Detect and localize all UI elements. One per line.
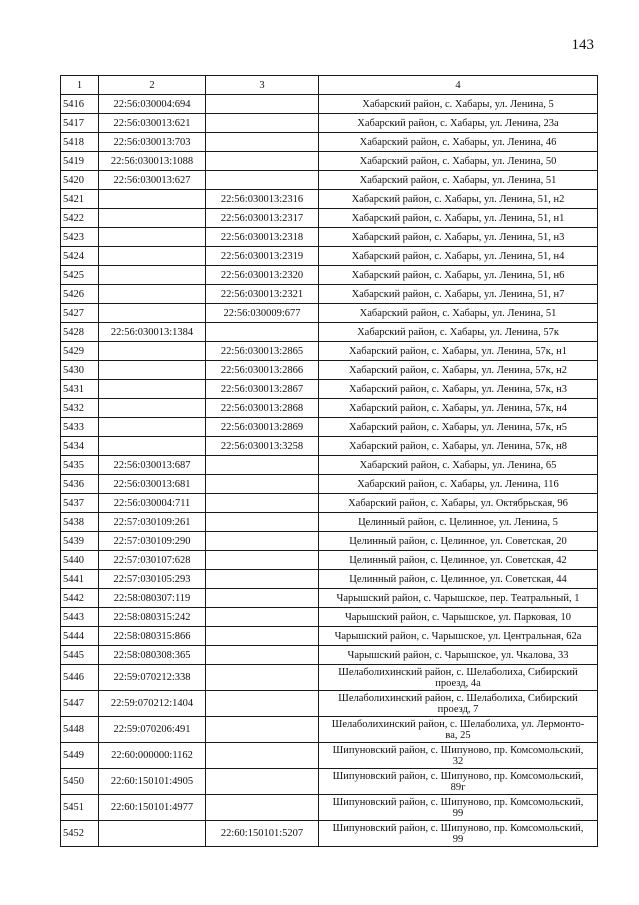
address-line: Хабарский район, с. Хабары, ул. Ленина, 5 [362, 98, 554, 110]
address-line: Хабарский район, с. Хабары, ул. Октябрьская, 96 [348, 497, 568, 509]
cadastral-number-alt-cell [206, 627, 319, 646]
table-row [61, 665, 598, 691]
table-row [61, 608, 598, 627]
address-line: Шипуновский район, с. Шипуново, пр. Комсомольский, [332, 822, 584, 834]
address-line: Чарышский район, с. Чарышское, ул. Парковая, 10 [344, 611, 572, 623]
address-line: Хабарский район, с. Хабары, ул. Ленина, 51, н1 [351, 212, 565, 224]
table-row [61, 691, 598, 717]
address-cell [319, 304, 598, 323]
address-line: Хабарский район, с. Хабары, ул. Ленина, 57к, н3 [349, 383, 567, 395]
row-number-cell: 5417 [61, 114, 99, 133]
cadastral-number-alt-cell [206, 608, 319, 627]
cadastral-number-alt-cell: 22:56:030013:2868 [206, 399, 319, 418]
row-number-cell: 5446 [61, 665, 99, 691]
address-line: Хабарский район, с. Хабары, ул. Ленина, 51, н2 [351, 193, 565, 205]
cadastral-number-cell: 22:58:080308:365 [99, 646, 206, 665]
address-line: Хабарский район, с. Хабары, ул. Ленина, 57к, н1 [349, 345, 567, 357]
address-cell [319, 743, 598, 769]
address-line: Шипуновский район, с. Шипуново, пр. Комсомольский, [332, 770, 584, 782]
address-line: Хабарский район, с. Хабары, ул. Ленина, 57к, н8 [349, 440, 567, 452]
table-row [61, 494, 598, 513]
address-cell [319, 171, 598, 190]
address-cell [319, 285, 598, 304]
cadastral-number-alt-cell: 22:56:030013:2866 [206, 361, 319, 380]
cadastral-number-cell: 22:58:080307:119 [99, 589, 206, 608]
table-row [61, 266, 598, 285]
address-line: Хабарский район, с. Хабары, ул. Ленина, 57к, н4 [349, 402, 567, 414]
table-row [61, 795, 598, 821]
row-number-cell: 5444 [61, 627, 99, 646]
address-line: Шипуновский район, с. Шипуново, пр. Комсомольский, [332, 796, 584, 808]
table-row [61, 570, 598, 589]
cadastral-number-alt-cell [206, 589, 319, 608]
row-number-cell: 5431 [61, 380, 99, 399]
row-number-cell: 5419 [61, 152, 99, 171]
address-cell [319, 551, 598, 570]
address-cell [319, 570, 598, 589]
table-row [61, 342, 598, 361]
address-line: проезд, 7 [437, 703, 479, 715]
address-line: Хабарский район, с. Хабары, ул. Ленина, 51, н7 [351, 288, 565, 300]
table-row [61, 769, 598, 795]
cadastral-number-alt-cell [206, 769, 319, 795]
cadastral-number-cell [99, 190, 206, 209]
cadastral-number-cell: 22:58:080315:866 [99, 627, 206, 646]
address-line: Целинный район, с. Целинное, ул. Советская, 42 [349, 554, 567, 566]
cadastral-number-alt-cell [206, 475, 319, 494]
address-line: Хабарский район, с. Хабары, ул. Ленина, 57к, н2 [349, 364, 567, 376]
cadastral-number-cell [99, 266, 206, 285]
row-number-cell: 5433 [61, 418, 99, 437]
address-line: 32 [452, 755, 464, 767]
address-line: Целинный район, с. Целинное, ул. Ленина, 5 [358, 516, 558, 528]
address-line: Целинный район, с. Целинное, ул. Советская, 20 [349, 535, 567, 547]
address-cell [319, 717, 598, 743]
cadastral-number-alt-cell [206, 691, 319, 717]
cadastral-number-cell: 22:60:150101:4905 [99, 769, 206, 795]
cadastral-number-alt-cell [206, 717, 319, 743]
address-line: 99 [452, 833, 464, 845]
address-cell [319, 190, 598, 209]
address-cell [319, 665, 598, 691]
table-row [61, 114, 598, 133]
cadastral-number-alt-cell: 22:56:030013:2319 [206, 247, 319, 266]
table-row [61, 743, 598, 769]
table-row [61, 821, 598, 847]
row-number-cell: 5437 [61, 494, 99, 513]
cadastral-number-alt-cell [206, 570, 319, 589]
row-number-cell: 5430 [61, 361, 99, 380]
address-cell [319, 380, 598, 399]
table-row [61, 361, 598, 380]
table-row [61, 589, 598, 608]
cadastral-number-cell: 22:56:030013:687 [99, 456, 206, 475]
table-row [61, 190, 598, 209]
address-cell [319, 247, 598, 266]
cadastral-number-alt-cell [206, 646, 319, 665]
cadastral-number-alt-cell [206, 133, 319, 152]
cadastral-number-alt-cell [206, 323, 319, 342]
cadastral-number-alt-cell [206, 152, 319, 171]
address-cell [319, 532, 598, 551]
table-body [61, 95, 598, 847]
cadastral-number-cell: 22:56:030013:1088 [99, 152, 206, 171]
row-number-cell: 5442 [61, 589, 99, 608]
table-row [61, 209, 598, 228]
address-cell [319, 769, 598, 795]
address-line: 99 [452, 807, 464, 819]
cadastral-number-cell: 22:56:030013:681 [99, 475, 206, 494]
address-cell [319, 513, 598, 532]
cadastral-number-alt-cell [206, 743, 319, 769]
cadastral-number-cell: 22:58:080315:242 [99, 608, 206, 627]
column-header-2: 2 [99, 76, 206, 95]
cadastral-number-cell [99, 209, 206, 228]
row-number-cell: 5436 [61, 475, 99, 494]
table-row [61, 152, 598, 171]
address-cell [319, 437, 598, 456]
table-row [61, 532, 598, 551]
table-row [61, 133, 598, 152]
address-line: Шелаболихинский район, с. Шелаболиха, Сибирский [338, 666, 578, 678]
table-row [61, 228, 598, 247]
cadastral-number-cell [99, 361, 206, 380]
address-line: Хабарский район, с. Хабары, ул. Ленина, 57к, н5 [349, 421, 567, 433]
table-row [61, 717, 598, 743]
table-row [61, 380, 598, 399]
cadastral-number-cell [99, 380, 206, 399]
address-line: Чарышский район, с. Чарышское, ул. Центральная, 62а [334, 630, 582, 642]
column-header-4: 4 [319, 76, 598, 95]
address-cell [319, 646, 598, 665]
cadastral-number-cell: 22:56:030013:627 [99, 171, 206, 190]
cadastral-number-cell: 22:59:070212:1404 [99, 691, 206, 717]
row-number-cell: 5434 [61, 437, 99, 456]
address-cell [319, 418, 598, 437]
row-number-cell: 5421 [61, 190, 99, 209]
cadastral-number-cell: 22:57:030105:293 [99, 570, 206, 589]
table-header-row [61, 76, 598, 95]
row-number-cell: 5425 [61, 266, 99, 285]
column-header-3: 3 [206, 76, 319, 95]
cadastral-number-cell: 22:57:030109:261 [99, 513, 206, 532]
address-cell [319, 266, 598, 285]
address-cell [319, 133, 598, 152]
registry-table [60, 75, 598, 847]
address-cell [319, 152, 598, 171]
cadastral-number-alt-cell [206, 551, 319, 570]
cadastral-number-cell [99, 399, 206, 418]
cadastral-number-alt-cell: 22:56:030009:677 [206, 304, 319, 323]
address-line: Хабарский район, с. Хабары, ул. Ленина, 46 [359, 136, 557, 148]
address-cell [319, 475, 598, 494]
row-number-cell: 5445 [61, 646, 99, 665]
cadastral-number-cell [99, 247, 206, 266]
cadastral-number-cell [99, 304, 206, 323]
cadastral-number-cell [99, 342, 206, 361]
cadastral-number-cell [99, 437, 206, 456]
address-cell [319, 361, 598, 380]
cadastral-number-cell: 22:60:000000:1162 [99, 743, 206, 769]
address-line: Хабарский район, с. Хабары, ул. Ленина, 50 [359, 155, 557, 167]
row-number-cell: 5452 [61, 821, 99, 847]
row-number-cell: 5438 [61, 513, 99, 532]
row-number-cell: 5423 [61, 228, 99, 247]
row-number-cell: 5432 [61, 399, 99, 418]
cadastral-number-alt-cell [206, 114, 319, 133]
cadastral-number-alt-cell: 22:56:030013:3258 [206, 437, 319, 456]
row-number-cell: 5449 [61, 743, 99, 769]
address-line: Чарышский район, с. Чарышское, пер. Театральный, 1 [336, 592, 580, 604]
row-number-cell: 5427 [61, 304, 99, 323]
row-number-cell: 5440 [61, 551, 99, 570]
address-cell [319, 691, 598, 717]
cadastral-number-cell: 22:57:030109:290 [99, 532, 206, 551]
cadastral-number-alt-cell: 22:56:030013:2865 [206, 342, 319, 361]
table-row [61, 247, 598, 266]
row-number-cell: 5448 [61, 717, 99, 743]
cadastral-number-alt-cell: 22:56:030013:2867 [206, 380, 319, 399]
cadastral-number-cell: 22:59:070212:338 [99, 665, 206, 691]
address-line: Целинный район, с. Целинное, ул. Советская, 44 [349, 573, 567, 585]
cadastral-number-alt-cell: 22:56:030013:2320 [206, 266, 319, 285]
cadastral-number-cell [99, 821, 206, 847]
address-line: Хабарский район, с. Хабары, ул. Ленина, 51, н3 [351, 231, 565, 243]
table-row [61, 456, 598, 475]
address-line: Хабарский район, с. Хабары, ул. Ленина, 23а [357, 117, 559, 129]
page-number: 143 [571, 37, 594, 53]
row-number-cell: 5450 [61, 769, 99, 795]
cadastral-number-cell [99, 418, 206, 437]
address-line: Чарышский район, с. Чарышское, ул. Чкалова, 33 [347, 649, 569, 661]
cadastral-number-alt-cell [206, 513, 319, 532]
address-cell [319, 456, 598, 475]
cadastral-number-alt-cell [206, 665, 319, 691]
table-row [61, 551, 598, 570]
cadastral-number-alt-cell: 22:56:030013:2869 [206, 418, 319, 437]
address-line: Хабарский район, с. Хабары, ул. Ленина, 51 [359, 307, 557, 319]
cadastral-number-cell: 22:56:030004:694 [99, 95, 206, 114]
table-row [61, 285, 598, 304]
table-row [61, 171, 598, 190]
address-cell [319, 342, 598, 361]
row-number-cell: 5424 [61, 247, 99, 266]
address-cell [319, 608, 598, 627]
column-header-1: 1 [61, 76, 99, 95]
row-number-cell: 5428 [61, 323, 99, 342]
address-cell [319, 228, 598, 247]
address-line: проезд, 4а [435, 677, 481, 689]
cadastral-number-cell: 22:56:030004:711 [99, 494, 206, 513]
cadastral-number-cell: 22:56:030013:1384 [99, 323, 206, 342]
address-cell [319, 399, 598, 418]
row-number-cell: 5426 [61, 285, 99, 304]
table-row [61, 323, 598, 342]
cadastral-number-cell [99, 285, 206, 304]
table-row [61, 475, 598, 494]
address-line: Хабарский район, с. Хабары, ул. Ленина, 51, н4 [351, 250, 565, 262]
address-line: Шелаболихинский район, с. Шелаболиха, ул. Лермонто- [331, 718, 585, 730]
address-line: Хабарский район, с. Хабары, ул. Ленина, 116 [357, 478, 559, 490]
cadastral-number-cell: 22:56:030013:621 [99, 114, 206, 133]
row-number-cell: 5443 [61, 608, 99, 627]
address-cell [319, 95, 598, 114]
cadastral-number-alt-cell [206, 795, 319, 821]
address-cell [319, 795, 598, 821]
address-cell [319, 589, 598, 608]
address-line: 89г [450, 781, 466, 793]
cadastral-number-alt-cell: 22:60:150101:5207 [206, 821, 319, 847]
table-row [61, 437, 598, 456]
row-number-cell: 5447 [61, 691, 99, 717]
row-number-cell: 5441 [61, 570, 99, 589]
address-cell [319, 114, 598, 133]
address-cell [319, 323, 598, 342]
address-cell [319, 209, 598, 228]
table-row [61, 646, 598, 665]
row-number-cell: 5416 [61, 95, 99, 114]
cadastral-number-cell: 22:59:070206:491 [99, 717, 206, 743]
table-row [61, 95, 598, 114]
cadastral-number-alt-cell: 22:56:030013:2321 [206, 285, 319, 304]
row-number-cell: 5418 [61, 133, 99, 152]
address-line: Шелаболихинский район, с. Шелаболиха, Сибирский [338, 692, 578, 704]
address-line: Хабарский район, с. Хабары, ул. Ленина, 57к [357, 326, 559, 338]
address-cell [319, 627, 598, 646]
cadastral-number-alt-cell: 22:56:030013:2316 [206, 190, 319, 209]
address-line: Шипуновский район, с. Шипуново, пр. Комсомольский, [332, 744, 584, 756]
cadastral-number-alt-cell: 22:56:030013:2317 [206, 209, 319, 228]
table-row [61, 304, 598, 323]
cadastral-number-alt-cell [206, 532, 319, 551]
row-number-cell: 5435 [61, 456, 99, 475]
cadastral-number-alt-cell [206, 171, 319, 190]
address-line: Хабарский район, с. Хабары, ул. Ленина, 51 [359, 174, 557, 186]
row-number-cell: 5429 [61, 342, 99, 361]
cadastral-number-alt-cell [206, 456, 319, 475]
cadastral-number-cell: 22:56:030013:703 [99, 133, 206, 152]
cadastral-number-alt-cell: 22:56:030013:2318 [206, 228, 319, 247]
table-row [61, 418, 598, 437]
table-row [61, 399, 598, 418]
address-cell [319, 494, 598, 513]
address-cell [319, 821, 598, 847]
address-line: Хабарский район, с. Хабары, ул. Ленина, 65 [359, 459, 557, 471]
cadastral-number-cell [99, 228, 206, 247]
address-line: ва, 25 [445, 729, 471, 741]
address-line: Хабарский район, с. Хабары, ул. Ленина, 51, н6 [351, 269, 565, 281]
row-number-cell: 5439 [61, 532, 99, 551]
row-number-cell: 5420 [61, 171, 99, 190]
cadastral-number-cell: 22:60:150101:4977 [99, 795, 206, 821]
cadastral-number-alt-cell [206, 494, 319, 513]
table-row [61, 627, 598, 646]
cadastral-number-cell: 22:57:030107:628 [99, 551, 206, 570]
cadastral-number-alt-cell [206, 95, 319, 114]
row-number-cell: 5422 [61, 209, 99, 228]
row-number-cell: 5451 [61, 795, 99, 821]
table-row [61, 513, 598, 532]
